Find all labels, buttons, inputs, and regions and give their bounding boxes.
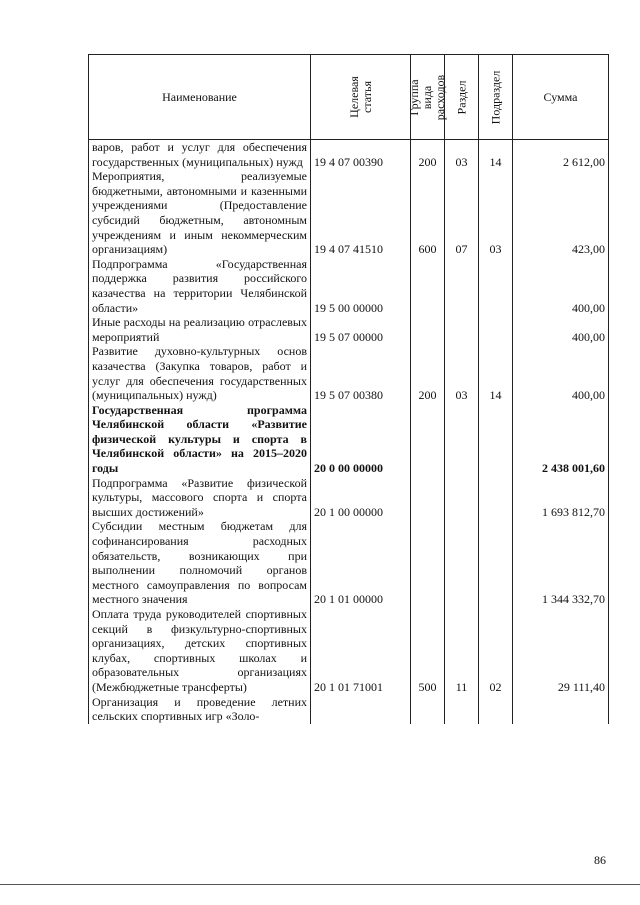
header-expense-group-label: Группа вида расходов: [407, 74, 447, 120]
header-target-label: Целевая статья: [346, 76, 374, 118]
row-section: [445, 403, 479, 476]
header-target: [311, 55, 411, 140]
row-name: Подпрограмма «Развитие физической культуры, массового спорта и спорта высших достижений»: [89, 476, 311, 520]
row-sum: 400,00: [513, 315, 609, 344]
row-sum: 400,00: [513, 257, 609, 315]
row-name: Развитие духовно-культурных основ казачества (Закупка товаров, работ и услуг для обеспечения государственных (муниципальных) нужд): [89, 344, 311, 402]
row-name: Организация и проведение летних сельских спортивных игр «Золо-: [89, 695, 311, 724]
row-subsection: [479, 315, 513, 344]
table-row: [89, 344, 609, 402]
row-expense-group: [411, 315, 445, 344]
row-target-code: 19 5 07 00380: [311, 344, 411, 402]
row-target-code: 19 5 00 00000: [311, 257, 411, 315]
row-subsection: 14: [479, 140, 513, 170]
table-row: [89, 140, 609, 170]
row-section: 03: [445, 344, 479, 402]
row-expense-group: [411, 476, 445, 520]
row-expense-group: 600: [411, 169, 445, 257]
header-section: [445, 55, 479, 140]
row-target-code: 20 1 00 00000: [311, 476, 411, 520]
row-name: Мероприятия, реализуемые бюджетными, автономными и казенными учреждениями (Предоставление субсидий бюджетным, автономным учреждениям и иным некоммерческим организациям): [89, 169, 311, 257]
row-name: Подпрограмма «Государственная поддержка развития российского казачества на территории Челябинской области»: [89, 257, 311, 315]
row-target-code: [311, 695, 411, 724]
row-name: Субсидии местным бюджетам для софинансирования расходных обязательств, возникающих при выполнении полномочий органов местного самоуправления по вопросам местного значения: [89, 519, 311, 607]
row-sum: 1 344 332,70: [513, 519, 609, 607]
table-row: [89, 607, 609, 695]
header-subsection-label: Подраздел: [488, 70, 503, 124]
page-number: 86: [594, 853, 606, 867]
header-sum: Сумма: [513, 55, 609, 140]
row-sum: 29 111,40: [513, 607, 609, 695]
row-target-code: 20 1 01 00000: [311, 519, 411, 607]
row-target-code: 20 0 00 00000: [311, 403, 411, 476]
row-sum: [513, 695, 609, 724]
table-row: [89, 403, 609, 476]
row-section: [445, 315, 479, 344]
row-name: варов, работ и услуг для обеспечения государственных (муниципальных) нужд: [89, 140, 311, 170]
row-sum: 2 612,00: [513, 140, 609, 170]
row-subsection: [479, 519, 513, 607]
row-section: 07: [445, 169, 479, 257]
row-section: [445, 695, 479, 724]
row-section: [445, 257, 479, 315]
row-section: 11: [445, 607, 479, 695]
table-row: [89, 169, 609, 257]
row-target-code: 19 4 07 00390: [311, 140, 411, 170]
row-sum: 2 438 001,60: [513, 403, 609, 476]
row-name: Оплата труда руководителей спортивных секций в физкультурно-спортивных организациях, детских спортивных клубах, спортивных школах и образовательных организациях (Межбюджетные трансферты): [89, 607, 311, 695]
table-row: [89, 315, 609, 344]
row-name: Государственная программа Челябинской области «Развитие физической культуры и спорта в Челябинской области» на 2015–2020 годы: [89, 403, 311, 476]
header-section-label: Раздел: [454, 80, 469, 114]
row-sum: 1 693 812,70: [513, 476, 609, 520]
header-expense-group: [407, 55, 447, 140]
row-subsection: [479, 476, 513, 520]
budget-table: [88, 54, 609, 724]
table-row: [89, 257, 609, 315]
row-section: 03: [445, 140, 479, 170]
row-expense-group: 500: [411, 607, 445, 695]
row-subsection: [479, 695, 513, 724]
row-section: [445, 519, 479, 607]
table-row: [89, 519, 609, 607]
row-sum: 400,00: [513, 344, 609, 402]
header-name: Наименование: [89, 55, 311, 140]
row-subsection: [479, 403, 513, 476]
row-expense-group: [411, 257, 445, 315]
row-sum: 423,00: [513, 169, 609, 257]
header-subsection: [479, 55, 513, 140]
row-target-code: 19 5 07 00000: [311, 315, 411, 344]
row-target-code: 19 4 07 41510: [311, 169, 411, 257]
row-expense-group: [411, 519, 445, 607]
row-expense-group: 200: [411, 140, 445, 170]
row-subsection: 02: [479, 607, 513, 695]
footer-rule: [0, 884, 640, 885]
row-subsection: 03: [479, 169, 513, 257]
row-section: [445, 476, 479, 520]
table-header-row: [89, 55, 609, 140]
table-row: [89, 476, 609, 520]
row-expense-group: [411, 403, 445, 476]
table-row: [89, 695, 609, 724]
row-expense-group: [411, 695, 445, 724]
row-target-code: 20 1 01 71001: [311, 607, 411, 695]
row-expense-group: 200: [411, 344, 445, 402]
row-subsection: 14: [479, 344, 513, 402]
row-subsection: [479, 257, 513, 315]
row-name: Иные расходы на реализацию отраслевых мероприятий: [89, 315, 311, 344]
